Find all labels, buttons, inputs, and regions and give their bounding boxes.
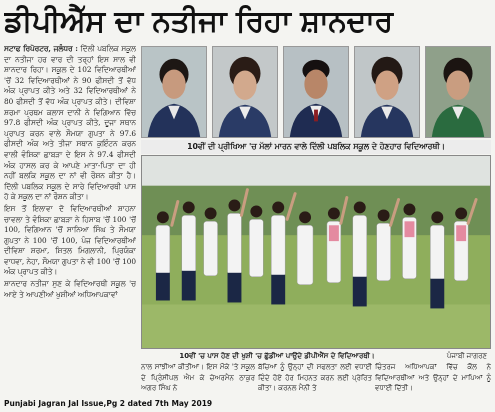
article-continuation-col-2: ਬੱਚਿਆਂ ਨੂੰ ਉਨ੍ਹਾਂ ਦੀ ਸਫਲਤਾ ਲਈ ਵਧਾਈ ਦਿੰਦੇ ਹੋਏ ਹੋਰ ਮਿਹਨਤ ਕਰਨ ਲਈ ਪ੍ਰੇਰਿਤ ਕੀਤਾ। ਕਰਨਲ ਮੈਨੀ ਤੇ [258, 363, 372, 392]
student-portrait [283, 46, 349, 138]
article-continuation-col-1: ਨਾਲ ਸਾਂਝੀਆਂ ਕੀਤੀਆਂ। ਇਸ ਮੌਕੇ 'ਤੇ ਸਕੂਲ ਦੇ ਪ੍ਰਿੰਸੀਪਲ ਐਮ ਕੇ ਚੇਅਰਮੈਨ ਠਾਕੁਰ ਅਗਰ ਸਿੰਘ ਨੇ [141, 363, 255, 392]
group-celebration-photo [141, 155, 491, 349]
article-paragraph [4, 44, 136, 203]
byline: ਸਟਾਫ ਰਿਪੋਰਟਰ, ਜਲੰਧਰ : [4, 44, 78, 53]
article-paragraph: ਸ਼ਾਨਦਾਰ ਨਤੀਜਾ ਸੁਣ ਕੇ ਵਿਦਿਆਰਥੀ ਸਕੂਲ 'ਚ ਆਏ ਤੇ ਆਪਣੀਆਂ ਖੁਸ਼ੀਆਂ ਅਧਿਆਪਕਾਵਾਂ [4, 279, 136, 299]
photo-credit: ਪੰਜਾਬੀ ਜਾਗਰਣ [446, 352, 487, 360]
portraits-caption: 10ਵੀਂ ਦੀ ਪ੍ਰੀਖਿਆ 'ਚ ਮੱਲਾਂ ਮਾਰਨ ਵਾਲੇ ਦਿੱਲੀ ਪਬਲਿਕ ਸਕੂਲ ਦੇ ਹੋਣਹਾਰ ਵਿਦਿਆਰਥੀ। [141, 140, 491, 154]
article-continuation-col-3: ਚਿੰਤਰਜ ਅਧਿਆਪਕਾਂ ਵਿੱਚ ਕੌਲ ਨੇ ਵਿਦਿਆਰਥੀਆਂ ਅਤੇ ਉਨ੍ਹਾਂ ਦੇ ਮਾਪਿਆਂ ਨੂੰ ਵਧਾਈ ਦਿੱਤੀ। [375, 363, 491, 392]
article-paragraph: ਇਸ ਤੋਂ ਇਲਾਵਾ ਦੋ ਵਿਦਿਆਰਥੀਆਂ ਸ਼ਾਹਨਾ ਚਾਵਲਾ ਤੇ ਵੰਸ਼ਿਕਾ ਛਾਬੜਾ ਨੇ ਹਿਸਾਬ 'ਚੋਂ 100 'ਚੋਂ 100, ਵਿਗਿਆਨ 'ਚੋਂ ਸਾਨਿਆ ਸਿੰਘ ਤੇ ਸੌਮਯਾ ਗੁਪਤਾ ਨੇ 100 'ਚੋਂ 100, ਪੰਜ ਵਿਦਿਆਰਥੀਆਂ ਦੀਵਿਸ਼ਾ ਸ਼ਰਮਾ, ਸ਼ਿਤਲ ਮਿਗਲਾਨੀ, ਪ੍ਰਿਯੰਕਾ ਵਾਧਵਾ, ਨੇਹਾ, ਸੌਮਯਾ ਗੁਪਤਾ ਨੇ ਵੀ 100 'ਚੋਂ 100 ਅੰਕ ਪ੍ਰਾਪਤ ਕੀਤੇ। [4, 203, 136, 277]
headline: ਡੀਪੀਐੱਸ ਦਾ ਨਤੀਜਾ ਰਿਹਾ ਸ਼ਾਨਦਾਰ [4, 4, 393, 39]
group-photo-caption: 10ਵੀਂ 'ਚ ਪਾਸ ਹੋਣ ਦੀ ਖੁਸ਼ੀ 'ਚ ਛੁੱਡੀਆਂ ਪਾਉਂਦੇ ਡੀਪੀਐੱਸ ਦੇ ਵਿਦਿਆਰਥੀ। [179, 352, 375, 360]
group-photo-caption-bar [141, 350, 491, 362]
student-portrait [354, 46, 420, 138]
student-portrait [212, 46, 278, 138]
student-portrait [141, 46, 207, 138]
article-text: ਦਿੱਲੀ ਪਬਲਿਕ ਸਕੂਲ ਦਾ ਨਤੀਜਾ ਹਰ ਵਾਰ ਦੀ ਤਰ੍ਹਾਂ ਇਸ ਸਾਲ ਵੀ ਸ਼ਾਨਦਾਰ ਰਿਹਾ। ਸਕੂਲ ਦੇ 102 ਵਿਦਿਆਰਥੀਆਂ 'ਚੋਂ 32 ਵਿਦਿਆਰਥੀਆਂ ਨੇ 90 ਫੀਸਦੀ ਤੋਂ ਵੱਧ ਅੰਕ ਪ੍ਰਾਪਤ ਕੀਤੇ ਅਤੇ 32 ਵਿਦਿਆਰਥੀਆਂ ਨੇ 80 ਫੀਸਦੀ ਤੋਂ ਵੱਧ ਅੰਕ ਪ੍ਰਾਪਤ ਕੀਤੇ। ਦੀਵਿਸ਼ਾ ਸ਼ਰਮਾ ਪ੍ਰਥਮ ਕਲਾਸ ਦਾਨੀ ਨੇ ਵਿਗਿਆਨ ਵਿੱਚ 97.8 ਫੀਸਦੀ ਅੰਕ ਪ੍ਰਾਪਤ ਕੀਤੇ, ਦੂਜਾ ਸਥਾਨ ਪ੍ਰਾਪਤ ਕਰਨ ਵਾਲੇ ਸੌਮਯਾ ਗੁਪਤਾ ਨੇ 97.6 ਫੀਸਦੀ ਅੰਕ ਅਤੇ ਤੀਜਾ ਸਥਾਨ ਕੁਇੰਟਨ ਕਰਨ ਵਾਲੀ ਵੰਸ਼ਿਕਾ ਛਾਬੜਾ ਦੇ ਇਸ ਨੇ 97.4 ਫੀਸਦੀ ਅੰਕ ਹਾਸਲ ਕਰ ਕੇ ਆਪਣੇ ਮਾਤਾ-ਪਿਤਾ ਦਾ ਹੀ ਨਹੀਂ ਬਲਕਿ ਸਕੂਲ ਦਾ ਨਾਂ ਵੀ ਰੌਸ਼ਨ ਕੀਤਾ ਹੈ। ਦਿੱਲੀ ਪਬਲਿਕ ਸਕੂਲ ਦੇ ਸਾਰੇ ਵਿਦਿਆਰਥੀ ਪਾਸ ਹੋ ਕੇ ਸਕੂਲ ਦਾ ਨਾਂ ਰੌਸ਼ਨ ਕੀਤਾ। [4, 44, 136, 202]
article-body [4, 44, 136, 368]
student-portrait [425, 46, 491, 138]
source-line: Punjabi Jagran Jal Issue,Pg 2 dated 7th May 2019 [4, 399, 213, 408]
portrait-strip [141, 46, 491, 138]
